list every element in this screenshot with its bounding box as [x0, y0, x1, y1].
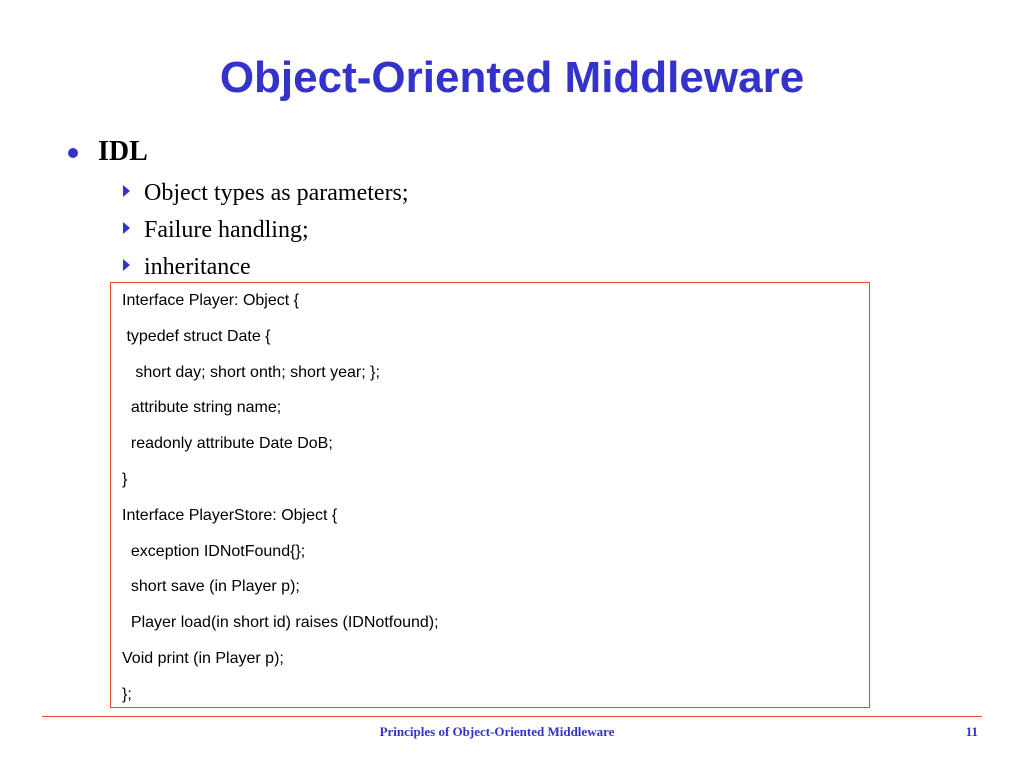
bullet-dot-icon — [68, 148, 78, 158]
sub-bullet-1 — [123, 178, 409, 208]
code-line: readonly attribute Date DoB; — [122, 435, 333, 453]
code-line: short save (in Player p); — [122, 578, 300, 596]
code-line: typedef struct Date { — [122, 327, 271, 345]
footer-divider — [42, 716, 982, 717]
idl-code-box — [110, 282, 870, 708]
code-line: Player load(in short id) raises (IDNotfound); — [122, 614, 439, 632]
sub-bullet-text: Object types as parameters; — [144, 180, 409, 206]
triangle-bullet-icon — [123, 259, 130, 271]
triangle-bullet-icon — [123, 185, 130, 197]
code-line: }; — [122, 685, 132, 703]
bullet-idl — [68, 134, 148, 170]
bullet-label: IDL — [98, 136, 148, 167]
code-line: attribute string name; — [122, 399, 282, 417]
code-line: Interface Player: Object { — [122, 292, 299, 309]
code-line: short day; short onth; short year; }; — [122, 363, 380, 381]
triangle-bullet-icon — [123, 222, 130, 234]
code-line: } — [122, 470, 128, 488]
page-number: 11 — [965, 724, 978, 739]
sub-bullet-2 — [123, 215, 309, 245]
code-line: Interface PlayerStore: Object { — [122, 506, 338, 524]
slide-title: Object-Oriented Middleware — [219, 53, 805, 102]
sub-bullet-text: inheritance — [144, 254, 251, 280]
footer-title: Principles of Object-Oriented Middleware — [379, 724, 615, 739]
code-line: Void print (in Player p); — [122, 649, 284, 667]
code-line: exception IDNotFound{}; — [122, 542, 306, 560]
sub-bullet-text: Failure handling; — [144, 217, 309, 243]
sub-bullet-3 — [123, 252, 251, 282]
